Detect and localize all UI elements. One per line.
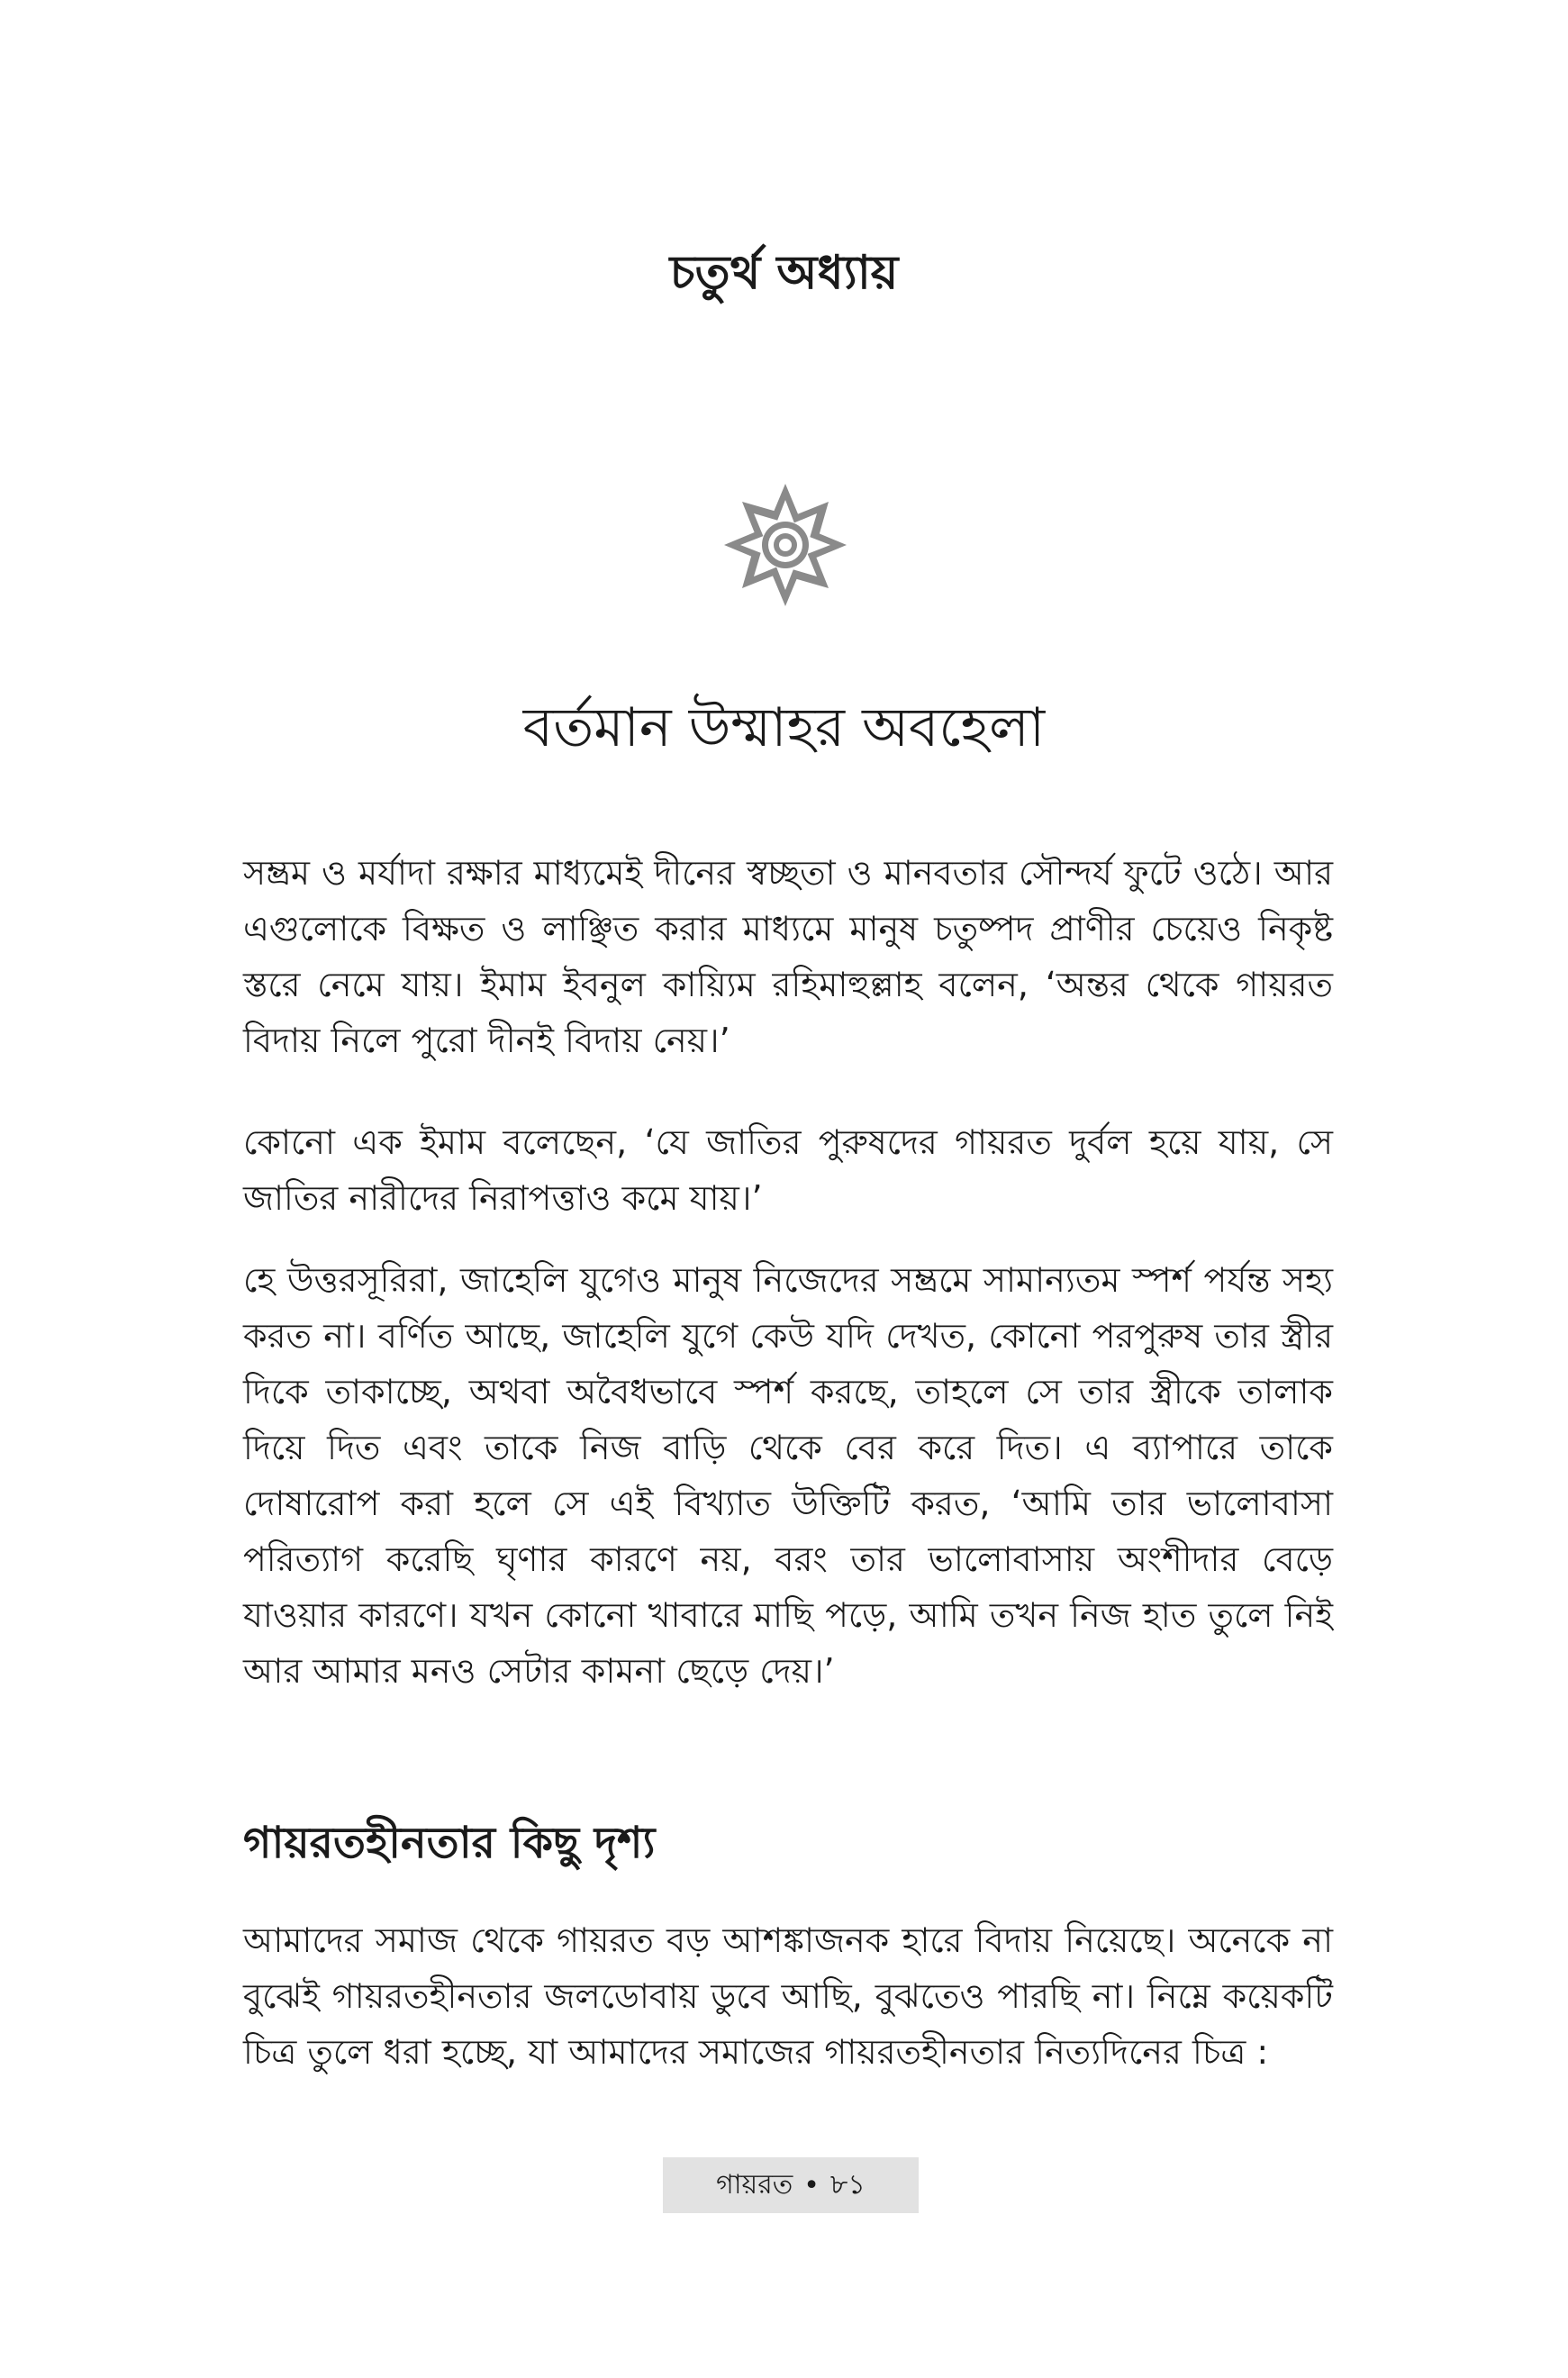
octagram-ornament-icon bbox=[721, 480, 850, 610]
paragraph-2: কোনো এক ইমাম বলেছেন, ‘যে জাতির পুরুষদের গায়রত দুর্বল হয়ে যায়, সে জাতির নারীদের নিরাপত্তাও কমে যায়।’ bbox=[243, 1122, 1333, 1218]
chapter-label: চতুর্থ অধ্যায় bbox=[669, 246, 899, 300]
paragraph-3: হে উত্তরসূরিরা, জাহেলি যুগেও মানুষ নিজেদের সম্ভ্রমে সামান্যতম স্পর্শ পর্যন্ত সহ্য করত না। বর্ণিত আছে, জাহেলি যুগে কেউ যদি দেখত, কোনো পরপুরুষ তার স্ত্রীর দিকে তাকাচ্ছে, অথবা অবৈধভাবে স্পর্শ করছে, তাহলে সে তার স্ত্রীকে তালাক দিয়ে দিত এবং তাকে নিজ বাড়ি থেকে বের করে দিত। এ ব্যাপারে তাকে দোষারোপ করা হলে সে এই বিখ্যাত উক্তিটি করত, ‘আমি তার ভালোবাসা পরিত্যাগ করেছি ঘৃণার কারণে নয়, বরং তার ভালোবাসায় অংশীদার বেড়ে যাওয়ার কারণে। যখন কোনো খাবারে মাছি পড়ে, আমি তখন নিজ হাত তুলে নিই আর আমার মনও সেটার কামনা ছেড়ে দেয়।’ bbox=[243, 1260, 1333, 1691]
chapter-title: বর্তমান উম্মাহর অবহেলা bbox=[522, 696, 1046, 759]
section-heading: গায়রতহীনতার কিছু দৃশ্য bbox=[243, 1818, 656, 1868]
footer-book-title: গায়রত bbox=[716, 2168, 793, 2201]
paragraph-1: সম্ভ্রম ও মর্যাদা রক্ষার মাধ্যমেই দীনের স্বচ্ছতা ও মানবতার সৌন্দর্য ফুটে ওঠে। আর এগুলোকে বিক্ষত ও লাঞ্ছিত করার মাধ্যমে মানুষ চতুষ্পদ প্রাণীর চেয়েও নিকৃষ্ট স্তরে নেমে যায়। ইমাম ইবনুল কায়্যিম রহিমাহুল্লাহ বলেন, ‘অন্তর থেকে গায়রত বিদায় নিলে পুরো দীনই বিদায় নেয়।’ bbox=[243, 853, 1333, 1060]
footer-separator: • bbox=[803, 2169, 820, 2201]
section-paragraph: আমাদের সমাজ থেকে গায়রত বড় আশঙ্কাজনক হারে বিদায় নিয়েছে। অনেকে না বুঝেই গায়রতহীনতার জলডোবায় ডুবে আছি, বুঝতেও পারছি না। নিম্নে কয়েকটি চিত্র তুলে ধরা হচ্ছে, যা আমাদের সমাজের গায়রতহীনতার নিত্যদিনের চিত্র : bbox=[243, 1920, 1333, 2072]
page-footer bbox=[663, 2157, 919, 2213]
page-number: ৮১ bbox=[829, 2168, 866, 2201]
